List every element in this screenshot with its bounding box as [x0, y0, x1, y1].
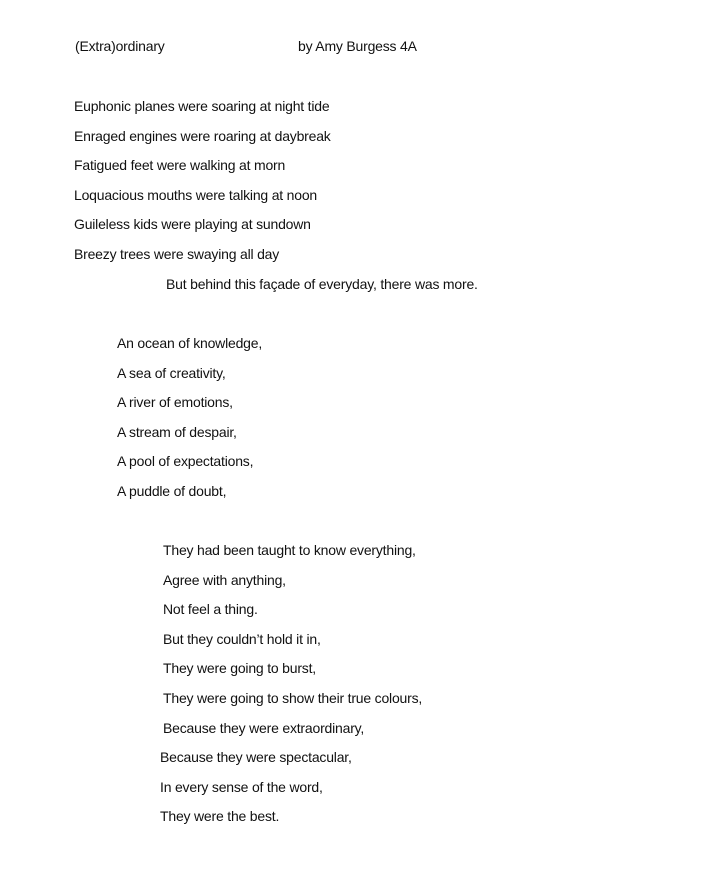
poem-line: Fatigued feet were walking at morn [74, 157, 286, 174]
poem-line: They had been taught to know everything, [163, 542, 416, 558]
poem-refrain: But behind this façade of everyday, there was more. [166, 276, 478, 292]
poem-line: They were going to show their true colours, [163, 689, 423, 706]
poem-line: Enraged engines were roaring at daybreak [74, 127, 331, 144]
stanza-3 [160, 541, 423, 837]
poem-line: Loquacious mouths were talking at noon [74, 186, 318, 203]
poem-author: by Amy Burgess 4A [298, 38, 417, 54]
poem-line: In every sense of the word, [160, 778, 323, 795]
stanza-2 [117, 334, 262, 512]
poem-line: Guileless kids were playing at sundown [74, 216, 311, 233]
poem-line: A sea of creativity, [117, 364, 226, 381]
poem-line: Not feel a thing. [163, 601, 258, 618]
poem-line: But they couldn’t hold it in, [163, 630, 321, 647]
poem-line: A stream of despair, [117, 423, 237, 440]
poem-line: A river of emotions, [117, 394, 233, 411]
poem-line: Euphonic planes were soaring at night tide [74, 98, 330, 114]
poem-line: An ocean of knowledge, [117, 335, 263, 351]
poem-line: Because they were spectacular, [160, 749, 352, 766]
poem-line: They were the best. [160, 808, 280, 825]
poem-line: A puddle of doubt, [117, 482, 227, 499]
stanza-1 [74, 97, 331, 275]
poem-line: Breezy trees were swaying all day [74, 245, 280, 262]
poem-line: They were going to burst, [163, 660, 316, 677]
poem-title: (Extra)ordinary [75, 38, 165, 54]
poem-line: Agree with anything, [163, 571, 286, 588]
poem-line: A pool of expectations, [117, 453, 254, 470]
poem-line: Because they were extraordinary, [163, 719, 365, 736]
